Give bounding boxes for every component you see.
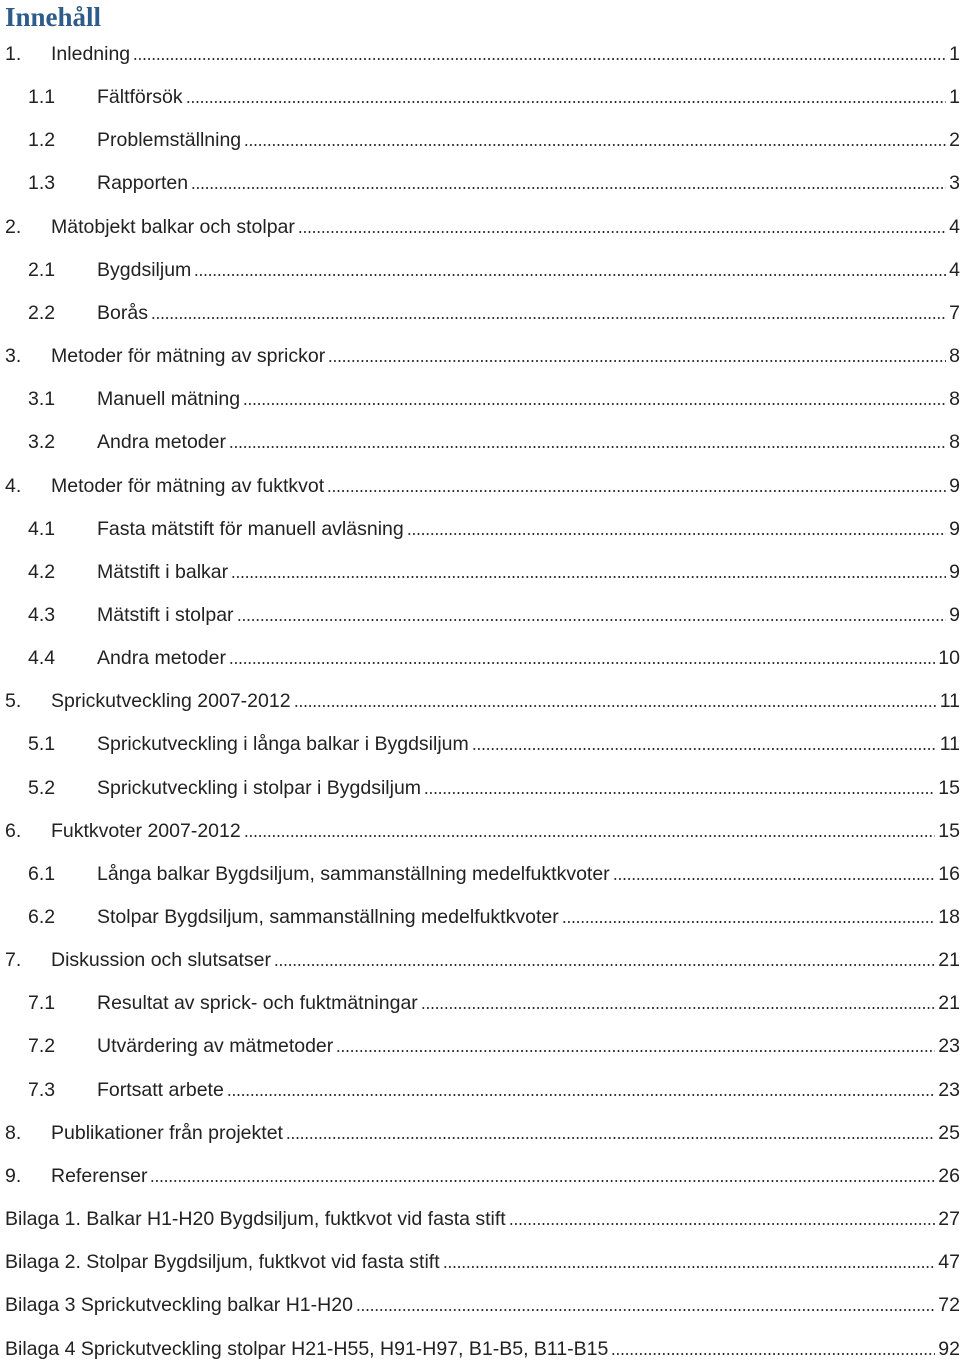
toc-entry-page: 4 xyxy=(949,215,960,238)
toc-entry-title: Bygdsiljum xyxy=(97,258,192,281)
toc-entry-page: 92 xyxy=(938,1337,960,1360)
toc-entry-number: 9. xyxy=(5,1164,22,1187)
toc-entry[interactable] xyxy=(5,254,960,282)
dot-leader xyxy=(298,230,946,234)
dot-leader xyxy=(227,1093,935,1097)
toc-entry-title: Bilaga 3 Sprickutveckling balkar H1-H20 xyxy=(5,1294,353,1317)
toc-entry[interactable] xyxy=(5,987,960,1015)
toc-entry-number: 1.3 xyxy=(28,172,56,195)
dot-leader xyxy=(472,747,937,751)
toc-entry-number: 2.2 xyxy=(28,301,56,324)
toc-entry[interactable] xyxy=(5,426,960,454)
toc-entry-title: Publikationer från projektet xyxy=(51,1121,283,1144)
toc-entry-title: Manuell mätning xyxy=(97,388,241,411)
toc-entry-page: 11 xyxy=(939,690,960,713)
toc-entry-title: Fältförsök xyxy=(97,86,183,109)
toc-entry[interactable] xyxy=(5,858,960,886)
dot-leader xyxy=(191,186,946,190)
dot-leader xyxy=(150,1179,935,1183)
toc-entry[interactable] xyxy=(5,1289,960,1317)
dot-leader xyxy=(294,704,937,708)
toc-entry-page: 10 xyxy=(938,647,960,670)
toc-entry-page: 4 xyxy=(949,258,960,281)
toc-entry[interactable] xyxy=(5,167,960,195)
toc-entry-number: 2. xyxy=(5,215,22,238)
dot-leader xyxy=(407,532,946,536)
toc-entry[interactable] xyxy=(5,642,960,670)
toc-entry-number: 1.1 xyxy=(28,86,56,109)
toc-entry-page: 1 xyxy=(949,43,960,65)
toc-entry[interactable] xyxy=(5,211,960,239)
toc-entry[interactable] xyxy=(5,297,960,325)
toc-entry-title: Metoder för mätning av fuktkvot xyxy=(51,474,325,497)
toc-entry[interactable] xyxy=(5,513,960,541)
toc-entry-page: 16 xyxy=(938,862,960,885)
toc-entry-title: Mätobjekt balkar och stolpar xyxy=(51,215,295,238)
toc-entry[interactable] xyxy=(5,728,960,756)
toc-entry-title: Bilaga 1. Balkar H1-H20 Bygdsiljum, fuktkvot vid fasta stift xyxy=(5,1208,506,1231)
toc-entry-title: Referenser xyxy=(51,1164,148,1187)
toc-entry-number: 4.2 xyxy=(28,560,56,583)
toc-entry-page: 9 xyxy=(949,560,960,583)
toc-entry-number: 2.1 xyxy=(28,258,56,281)
toc-entry-page: 3 xyxy=(949,172,960,195)
dot-leader xyxy=(274,963,935,967)
toc-entry[interactable] xyxy=(5,340,960,368)
toc-entry-page: 9 xyxy=(949,517,960,540)
toc-entry-page: 15 xyxy=(938,819,960,842)
toc-entry-title: Fuktkvoter 2007-2012 xyxy=(51,819,241,842)
toc-entry-number: 4.4 xyxy=(28,647,56,670)
dot-leader xyxy=(194,273,946,277)
dot-leader xyxy=(186,100,947,104)
toc-entry-title: Mätstift i balkar xyxy=(97,560,229,583)
toc-entry-page: 21 xyxy=(938,949,960,972)
dot-leader xyxy=(244,834,936,838)
toc-entry[interactable] xyxy=(5,685,960,713)
dot-leader xyxy=(151,316,946,320)
toc-entry-number: 6. xyxy=(5,819,22,842)
toc-entry[interactable] xyxy=(5,1030,960,1058)
dot-leader xyxy=(356,1308,935,1312)
toc-entry-title: Långa balkar Bygdsiljum, sammanställning medelfuktkvoter xyxy=(97,862,610,885)
toc-entry-page: 7 xyxy=(949,301,960,324)
toc-entry-number: 7.3 xyxy=(28,1078,56,1101)
dot-leader xyxy=(611,1352,935,1356)
toc-entry-title: Fasta mätstift för manuell avläsning xyxy=(97,517,404,540)
dot-leader xyxy=(509,1222,936,1226)
toc-entry-page: 9 xyxy=(949,474,960,497)
toc-entry-number: 7.2 xyxy=(28,1035,56,1058)
toc-entry[interactable] xyxy=(5,815,960,843)
toc-entry-title: Sprickutveckling i stolpar i Bygdsiljum xyxy=(97,776,422,799)
dot-leader xyxy=(229,661,935,665)
toc-entry-page: 18 xyxy=(938,906,960,928)
toc-entry-page: 72 xyxy=(938,1294,960,1317)
toc-entry[interactable] xyxy=(5,383,960,411)
toc-entry-title: Metoder för mätning av sprickor xyxy=(51,345,326,368)
toc-entry-title: Borås xyxy=(97,301,148,324)
toc-entry[interactable] xyxy=(5,470,960,498)
dot-leader xyxy=(237,618,947,622)
toc-entry-number: 3. xyxy=(5,345,22,368)
toc-entry-title: Sprickutveckling i långa balkar i Bygdsiljum xyxy=(97,733,469,756)
toc-entry-number: 3.2 xyxy=(28,431,56,454)
toc-entry-number: 5.1 xyxy=(28,733,56,756)
toc-entry-title: Mätstift i stolpar xyxy=(97,603,234,626)
toc-entry-page: 26 xyxy=(938,1164,960,1187)
toc-heading: Innehåll xyxy=(5,2,102,32)
toc-entry-page: 2 xyxy=(949,129,960,152)
toc-entry-page: 11 xyxy=(939,733,960,756)
toc-entry-page: 21 xyxy=(938,992,960,1015)
toc-entry-title: Stolpar Bygdsiljum, sammanställning medelfuktkvoter xyxy=(97,906,559,928)
toc-entry-page: 23 xyxy=(938,1035,960,1058)
toc-entry-title: Andra metoder xyxy=(97,431,226,454)
toc-entry-page: 23 xyxy=(938,1078,960,1101)
toc-entry[interactable] xyxy=(5,1160,960,1188)
toc-entry-title: Problemställning xyxy=(97,129,242,152)
toc-entry-number: 7. xyxy=(5,949,22,972)
toc-entry-title: Sprickutveckling 2007-2012 xyxy=(51,690,291,713)
toc-entry-page: 9 xyxy=(949,603,960,626)
toc-entry-title: Fortsatt arbete xyxy=(97,1078,224,1101)
toc-entry-title: Utvärdering av mätmetoder xyxy=(97,1035,334,1058)
toc-entry-number: 1.2 xyxy=(28,129,56,152)
toc-entry-title: Andra metoder xyxy=(97,647,226,670)
toc-entry-number: 7.1 xyxy=(28,992,56,1015)
toc-entry[interactable] xyxy=(5,599,960,627)
toc-entry-title: Bilaga 2. Stolpar Bygdsiljum, fuktkvot vid fasta stift xyxy=(5,1251,440,1274)
toc-entry[interactable] xyxy=(5,1203,960,1231)
toc-entry-page: 8 xyxy=(949,345,960,368)
toc-entry-page: 1 xyxy=(949,86,960,109)
toc-entry-number: 4. xyxy=(5,474,22,497)
dot-leader xyxy=(231,575,946,579)
dot-leader xyxy=(443,1265,936,1269)
toc-entry[interactable] xyxy=(5,1117,960,1145)
dot-leader xyxy=(244,143,946,147)
toc-entry[interactable] xyxy=(5,38,960,66)
toc-entry[interactable] xyxy=(5,901,960,929)
toc-entry-page: 47 xyxy=(938,1251,960,1274)
toc-entry[interactable] xyxy=(5,556,960,584)
toc-entry-page: 8 xyxy=(949,431,960,454)
dot-leader xyxy=(243,402,946,406)
dot-leader xyxy=(424,791,935,795)
toc-entry-number: 5.2 xyxy=(28,776,56,799)
toc-entry[interactable] xyxy=(5,1333,960,1361)
toc-entry[interactable] xyxy=(5,944,960,972)
toc-entry-number: 6.1 xyxy=(28,862,56,885)
toc-entry[interactable] xyxy=(5,1246,960,1274)
toc-entry-title: Bilaga 4 Sprickutveckling stolpar H21-H55, H91-H97, B1-B5, B11-B15 xyxy=(5,1337,609,1360)
dot-leader xyxy=(336,1049,935,1053)
toc-entry[interactable] xyxy=(5,1074,960,1102)
dot-leader xyxy=(327,489,946,493)
dot-leader xyxy=(229,445,946,449)
toc-entry-title: Diskussion och slutsatser xyxy=(51,949,272,972)
toc-entry-number: 8. xyxy=(5,1121,22,1144)
dot-leader xyxy=(562,920,936,924)
toc-entry-title: Resultat av sprick- och fuktmätningar xyxy=(97,992,418,1015)
toc-entry-page: 27 xyxy=(938,1208,960,1231)
toc-entry[interactable] xyxy=(5,772,960,800)
toc-entry-number: 4.1 xyxy=(28,517,56,540)
toc-entry-number: 6.2 xyxy=(28,906,56,928)
toc-entry-title: Rapporten xyxy=(97,172,189,195)
dot-leader xyxy=(421,1006,935,1010)
dot-leader xyxy=(328,359,946,363)
toc-entry-page: 25 xyxy=(938,1121,960,1144)
toc-entry-page: 8 xyxy=(949,388,960,411)
dot-leader xyxy=(286,1136,935,1140)
toc-entry[interactable] xyxy=(5,124,960,152)
toc-entry-page: 15 xyxy=(938,776,960,799)
toc-entry-number: 1. xyxy=(5,43,22,65)
toc-entry-number: 5. xyxy=(5,690,22,713)
toc-entry-number: 3.1 xyxy=(28,388,56,411)
toc-entry-title: Inledning xyxy=(51,43,131,65)
dot-leader xyxy=(613,877,936,881)
toc-entry-number: 4.3 xyxy=(28,603,56,626)
toc-entry[interactable] xyxy=(5,81,960,109)
dot-leader xyxy=(133,57,946,61)
